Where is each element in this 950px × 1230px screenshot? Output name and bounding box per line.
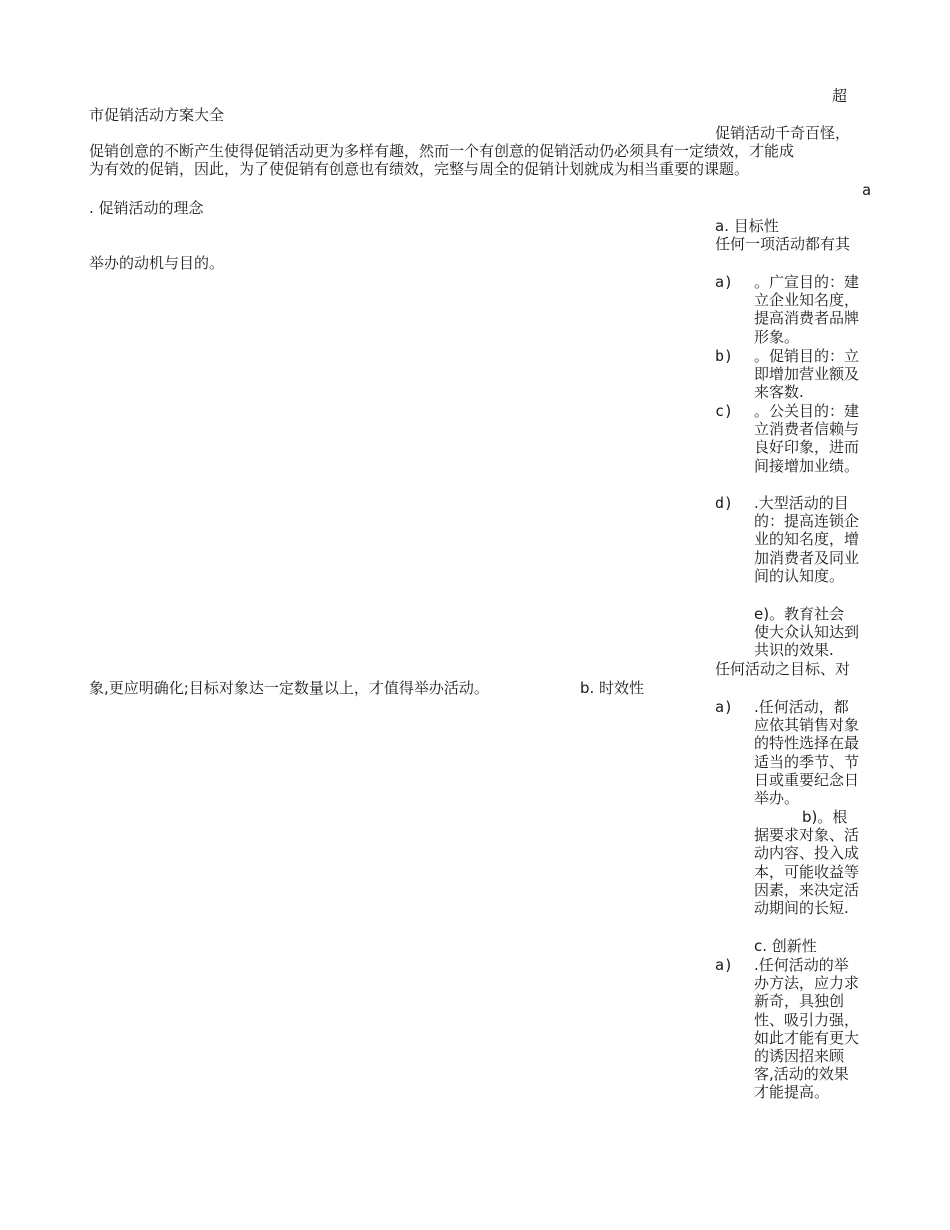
section-title: . 促销活动的理念 — [89, 199, 204, 217]
intro-line-2: 促销创意的不断产生使得促销活动更为多样有趣，然而一个有创意的促销活动仍必须具有一定绩效，才能成 — [89, 142, 795, 160]
goal-item-label: b) — [715, 347, 734, 365]
innovation-heading: c. 创新性 — [754, 937, 817, 955]
goal-item-text: 。促销目的：立即增加营业额及来客数. — [754, 347, 860, 402]
goal-item-label: c) — [715, 402, 734, 420]
title-char: 超 — [832, 87, 848, 105]
timing-line-2: 象,更应明确化;目标对象达一定数量以上，才值得举办活动。 — [89, 679, 489, 697]
goal-heading: a. 目标性 — [715, 217, 779, 235]
margin-letter: a — [862, 181, 872, 199]
timing-item-b: b)。根据要求对象、活动内容、投入成本，可能收益等因素，来决定活动期间的长短. — [754, 808, 860, 918]
timing-heading: b. 时效性 — [580, 679, 645, 697]
intro-line-3: 为有效的促销，因此，为了使促销有创意也有绩效，完整与周全的促销计划就成为相当重要的课题。 — [89, 160, 750, 178]
goal-line-1: 任何一项活动都有其 — [715, 235, 851, 253]
page-title: 市促销活动方案大全 — [89, 106, 225, 124]
goal-item-text: 。广宣目的：建立企业知名度，提高消费者品牌形象。 — [754, 273, 860, 346]
goal-item-text: .大型活动的目的：提高连锁企业的知名度，增加消费者及同业间的认知度。 — [754, 494, 860, 585]
goal-line-2: 举办的动机与目的。 — [89, 254, 225, 272]
timing-item-label: a) — [715, 698, 734, 716]
goal-item-text: 。公关目的：建立消费者信赖与良好印象，进而间接增加业绩。 — [754, 402, 860, 475]
goal-item-label: a) — [715, 273, 734, 291]
goal-item-label: d) — [715, 494, 734, 512]
goal-item-e: e)。教育社会使大众认知达到共识的效果. — [754, 605, 860, 660]
innovation-item-label: a) — [715, 956, 734, 974]
innovation-item-a: .任何活动的举办方法，应力求新奇，具独创性、吸引力强，如此才能有更大的诱因招来顾客,活动的效果才能提高。 — [754, 956, 860, 1102]
intro-line-1: 促销活动千奇百怪， — [715, 124, 851, 142]
timing-lead: 任何活动之目标、对 — [715, 660, 851, 678]
timing-item-a: .任何活动，都应依其销售对象的特性选择在最适当的季节、节日或重要纪念日举办。 — [754, 698, 860, 808]
